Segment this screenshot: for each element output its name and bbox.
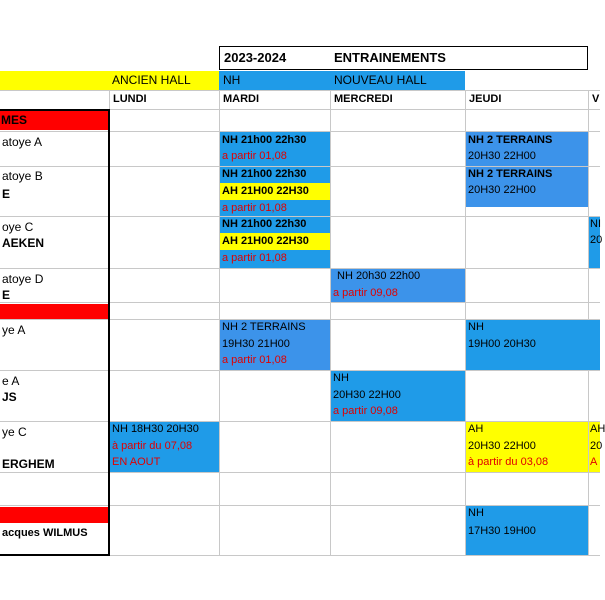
slot-r2-mardi: [220, 167, 330, 216]
slot-r8-jeudi: [466, 506, 588, 555]
ancien-hall-band: [0, 71, 219, 90]
slot-r2-jeudi: [466, 167, 588, 207]
slot-text-line: a partir 01,08: [222, 354, 287, 366]
slot-text-line: a partir 09,08: [333, 287, 398, 299]
schedule-title-box: [219, 46, 588, 70]
ancien-hall-label: ANCIEN HALL: [112, 73, 191, 87]
team-8-name: acques WILMUS: [2, 527, 88, 539]
team-2-name: atoye B: [2, 169, 43, 183]
day-header-mardi: MARDI: [223, 93, 260, 105]
slot-text-line: 19H30 21H00: [222, 338, 290, 350]
slot-text-line: 20: [590, 440, 603, 452]
slot-text-line: a partir 01,08: [222, 252, 287, 264]
slot-text-line: NH 21h00 22h30: [222, 218, 307, 230]
team-3-name: oye C: [2, 220, 34, 234]
slot-text-line: NH: [468, 507, 484, 519]
day-header-mercredi: MERCREDI: [334, 93, 393, 105]
slot-r7-vendredi: [589, 422, 605, 472]
slot-text-line: NH 21h00 22h30: [222, 168, 307, 180]
slot-text-line: NH: [468, 321, 484, 333]
season-label: 2023-2024: [224, 50, 287, 65]
slot-text-line: AH 21H00 22H30: [222, 235, 309, 247]
slot-text-line: NH 21h00 22h30: [222, 134, 307, 146]
slot-text-line: NH: [333, 372, 349, 384]
slot-text-line: 20: [590, 234, 603, 246]
team-4-name: atoye D: [2, 272, 44, 286]
slot-r7-jeudi: [466, 422, 588, 472]
slot-r4-mercredi: [331, 269, 465, 302]
slot-r5-jeudi: [466, 320, 600, 370]
team-7-name: ye C: [2, 425, 27, 439]
nouveau-hall-label: NOUVEAU HALL: [334, 73, 427, 87]
slot-text-line: NH 2 TERRAINS: [468, 168, 553, 180]
team-4-coach: E: [2, 288, 11, 302]
slot-text-line: 20H30 22H00: [468, 150, 536, 162]
slot-text-line: AH: [590, 423, 605, 435]
slot-text-line: AH: [468, 423, 484, 435]
slot-text-line: NI: [590, 218, 601, 230]
slot-r3-mardi: [220, 217, 330, 268]
team-1-name: atoye A: [2, 135, 43, 149]
section-label-1: MES: [1, 113, 28, 127]
slot-text-line: 20H30 22H00: [333, 389, 401, 401]
slot-r1-mardi: [220, 132, 330, 166]
slot-text-line: NH 18H30 20H30: [112, 423, 199, 435]
team-2-coach: E: [2, 187, 11, 201]
slot-text-line: 20H30 22H00: [468, 440, 536, 452]
section-bar-1: [0, 111, 108, 130]
team-6-coach: JS: [2, 390, 17, 404]
slot-text-line: AH 21H00 22H30: [222, 185, 309, 197]
slot-r7-lundi: [110, 422, 219, 472]
team-5-name: ye A: [2, 323, 26, 337]
slot-text-line: A: [590, 456, 598, 468]
slot-text-line: à partir du 03,08: [468, 456, 549, 468]
slot-text-line: NH 2 TERRAINS: [222, 321, 306, 333]
slot-r6-mercredi: [331, 371, 465, 421]
slot-text-line: NH 20h30 22h00: [337, 270, 421, 282]
slot-text-line: à partir du 07,08: [112, 440, 193, 452]
slot-text-line: 17H30 19H00: [468, 525, 536, 537]
slot-r3-vendredi: [589, 217, 603, 268]
slot-text-line: a partir 01,08: [222, 202, 287, 214]
slot-text-line: EN AOUT: [112, 456, 161, 468]
slot-text-line: 20H30 22H00: [468, 184, 536, 196]
day-header-vendredi: V: [592, 93, 600, 105]
slot-r5-mardi: [220, 320, 330, 370]
section-bar-2: [0, 304, 108, 319]
day-header-jeudi: JEUDI: [469, 93, 502, 105]
slot-text-line: a partir 09,08: [333, 405, 398, 417]
section-bar-3: [0, 507, 108, 523]
nouveau-hall-band: [219, 71, 465, 90]
slot-text-line: a partir 01,08: [222, 150, 287, 162]
team-7-coach: ERGHEM: [2, 457, 55, 471]
team-3-coach: AEKEN: [2, 236, 45, 250]
slot-text-line: NH 2 TERRAINS: [468, 134, 553, 146]
schedule-title: ENTRAINEMENTS: [334, 50, 446, 65]
team-6-name: e A: [2, 374, 20, 388]
day-header-lundi: LUNDI: [113, 93, 147, 105]
nh-label: NH: [223, 73, 241, 87]
slot-text-line: 19H00 20H30: [468, 338, 536, 350]
slot-r1-jeudi: [466, 132, 588, 166]
